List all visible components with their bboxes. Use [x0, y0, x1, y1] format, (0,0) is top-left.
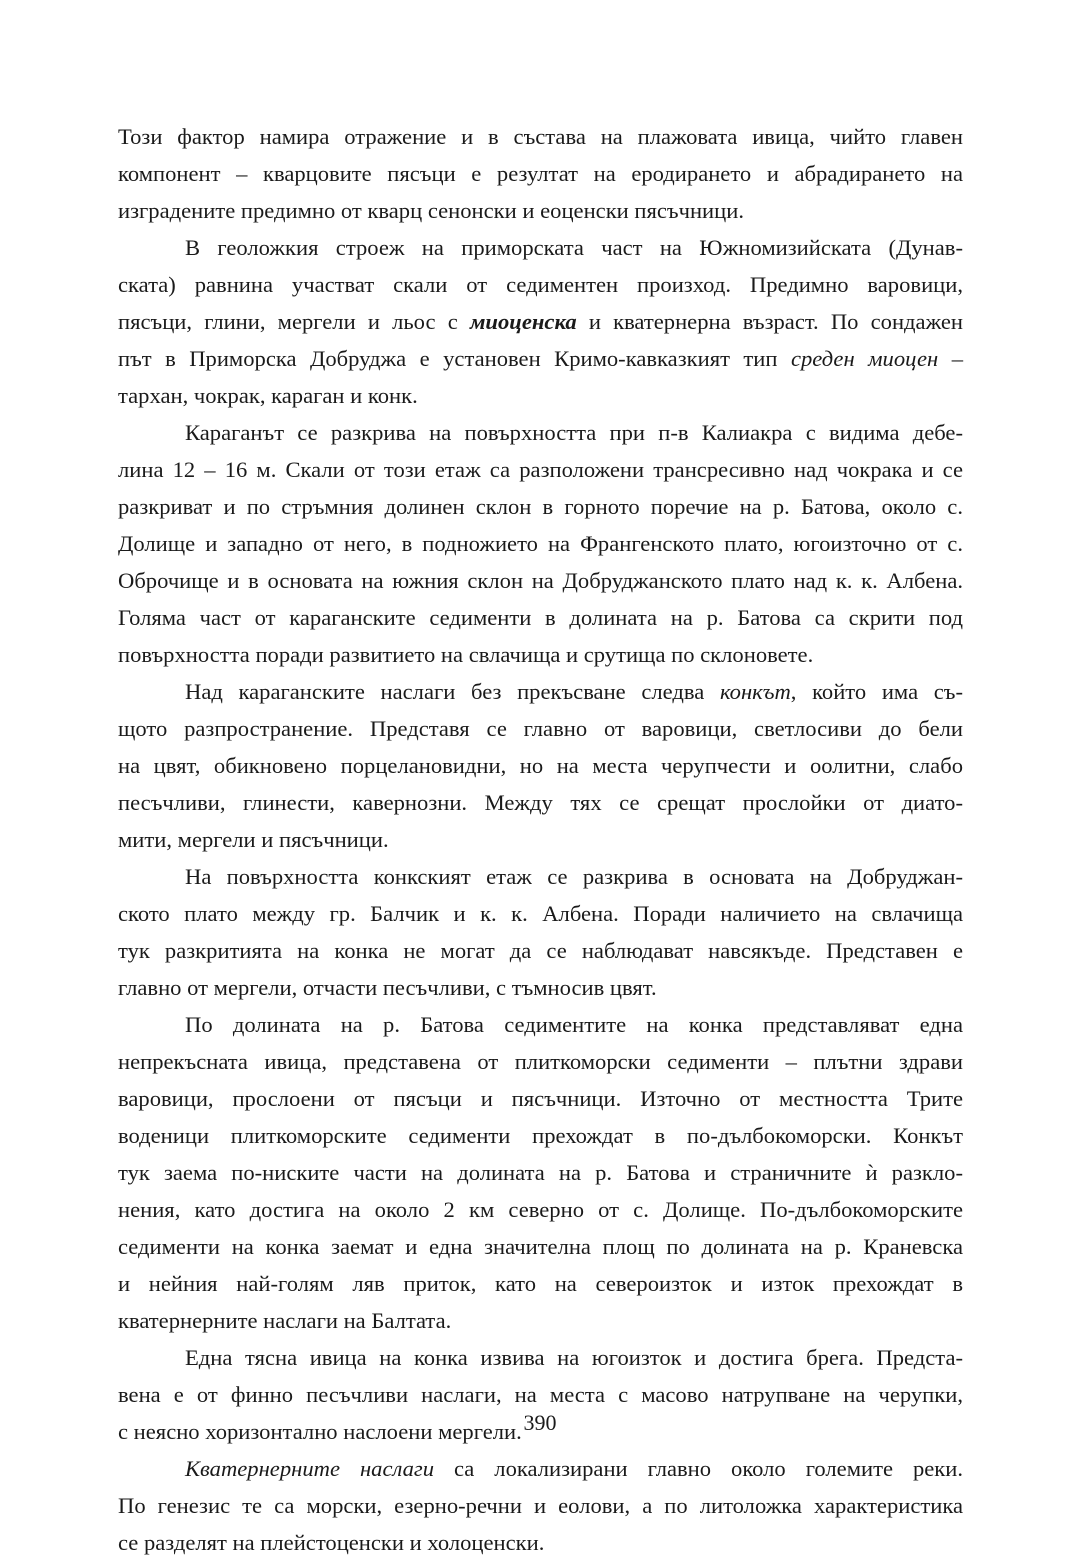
text-line: лина 12 – 16 м. Скали от този етаж са разположени трансресивно над чокрака и се: [118, 457, 963, 482]
text-line: нения, като достига на около 2 км северно от с. Долище. По-дълбокоморските: [118, 1197, 963, 1222]
text-line: на цвят, обикновено порцелановидни, но на места черупчести и оолитни, слабо: [118, 753, 963, 778]
text-line: Караганът се разкрива на повърхността при п-в Калиакра с видима дебе-: [185, 420, 963, 445]
text-line: кватернерните наслаги на Балтата.: [118, 1308, 452, 1333]
paragraph: [118, 1006, 963, 1339]
text-line: тархан, чокрак, караган и конк.: [118, 383, 418, 408]
text-line: компонент – кварцовите пясъци е резултат на еродирането и абрадирането на: [118, 161, 963, 186]
emphasis-bold-italic: миоценска: [469, 309, 577, 334]
paragraph: [118, 414, 963, 673]
text-line: с неясно хоризонтално наслоени мергели.: [118, 1419, 522, 1444]
text-line: Над караганските наслаги без прекъсване следва конкът, който има съ-: [185, 679, 963, 704]
text-line: Оброчище и в основата на южния склон на Добруджанското плато над к. к. Албена.: [118, 568, 963, 593]
text-line: По долината на р. Батова седиментите на конка представляват една: [185, 1012, 963, 1037]
emphasis-italic: среден миоцен: [790, 346, 939, 371]
text-line: седименти на конка заемат и една значителна площ по долината на р. Краневска: [118, 1234, 963, 1259]
text-line: песъчливи, глинести, кавернозни. Между тях се срещат прослойки от диато-: [118, 790, 963, 815]
paragraph: [118, 673, 963, 858]
paragraph: [118, 118, 963, 229]
emphasis-italic: конкът: [719, 679, 791, 704]
text-line: вена е от финно песъчливи наслаги, на места с масово натрупване на черупки,: [118, 1382, 963, 1407]
text-line: На повърхността конкският етаж се разкрива в основата на Добруджан-: [185, 864, 963, 889]
text-line: и нейния най-голям ляв приток, като на североизток и изток прехождат в: [118, 1271, 963, 1296]
paragraph: [118, 229, 963, 414]
paragraph: [118, 858, 963, 1006]
text-line: По генезис те са морски, езерно-речни и еолови, а по литоложка характеристика: [118, 1493, 963, 1518]
text-line: Долище и западно от него, в подножието на Франгенското плато, югоизточно от с.: [118, 531, 963, 556]
text-line: главно от мергели, отчасти песъчливи, с тъмносив цвят.: [118, 975, 657, 1000]
text-line: пясъци, глини, мергели и льос с миоценска и кватернерна възраст. По сондажен: [118, 309, 964, 334]
text-line: се разделят на плейстоценски и холоценски.: [118, 1530, 545, 1555]
emphasis-italic: Кватернерните наслаги: [185, 1456, 435, 1481]
text-line: разкриват и по стръмния долинен склон в горното поречие на р. Батова, около с.: [118, 494, 963, 519]
paragraph: [118, 1450, 963, 1561]
text-line: Кватернерните наслаги са локализирани главно около големите реки.: [185, 1456, 964, 1481]
text-line: тук разкритията на конка не могат да се наблюдават навсякъде. Представен е: [118, 938, 963, 963]
text-line: В геоложкия строеж на приморската част на Южномизийската (Дунав-: [185, 235, 963, 260]
text-line: път в Приморска Добруджа е установен Кримо-кавказкият тип среден миоцен –: [118, 346, 964, 371]
text-line: тук заема по-ниските части на долината на р. Батова и страничните ѝ разкло-: [118, 1160, 963, 1185]
text-line: щото разпространение. Представя се главно от варовици, светлосиви до бели: [118, 716, 963, 741]
text-line: мити, мергели и пясъчници.: [118, 827, 389, 852]
text-line: варовици, прослоени от пясъци и пясъчници. Източно от местността Трите: [118, 1086, 963, 1111]
page-number: 390: [523, 1410, 557, 1435]
text-line: ската) равнина участват скали от седиментен произход. Предимно варовици,: [118, 272, 963, 297]
text-line: повърхността поради развитието на свлачища и срутища по склоновете.: [118, 642, 814, 667]
text-line: Голяма част от караганските седименти в долината на р. Батова са скрити под: [118, 605, 963, 630]
page-body: [118, 118, 963, 1561]
text-line: изградените предимно от кварц сенонски и еоценски пясъчници.: [118, 198, 744, 223]
text-line: ското плато между гр. Балчик и к. к. Албена. Поради наличието на свлачища: [118, 901, 963, 926]
text-line: воденици плиткоморските седименти прехождат в по-дълбокоморски. Конкът: [118, 1123, 963, 1148]
text-line: Една тясна ивица на конка извива на югоизток и достига брега. Предста-: [185, 1345, 963, 1370]
text-line: Този фактор намира отражение и в състава на плажовата ивица, чийто главен: [118, 124, 963, 149]
text-line: непрекъсната ивица, представена от плиткоморски седименти – плътни здрави: [118, 1049, 963, 1074]
